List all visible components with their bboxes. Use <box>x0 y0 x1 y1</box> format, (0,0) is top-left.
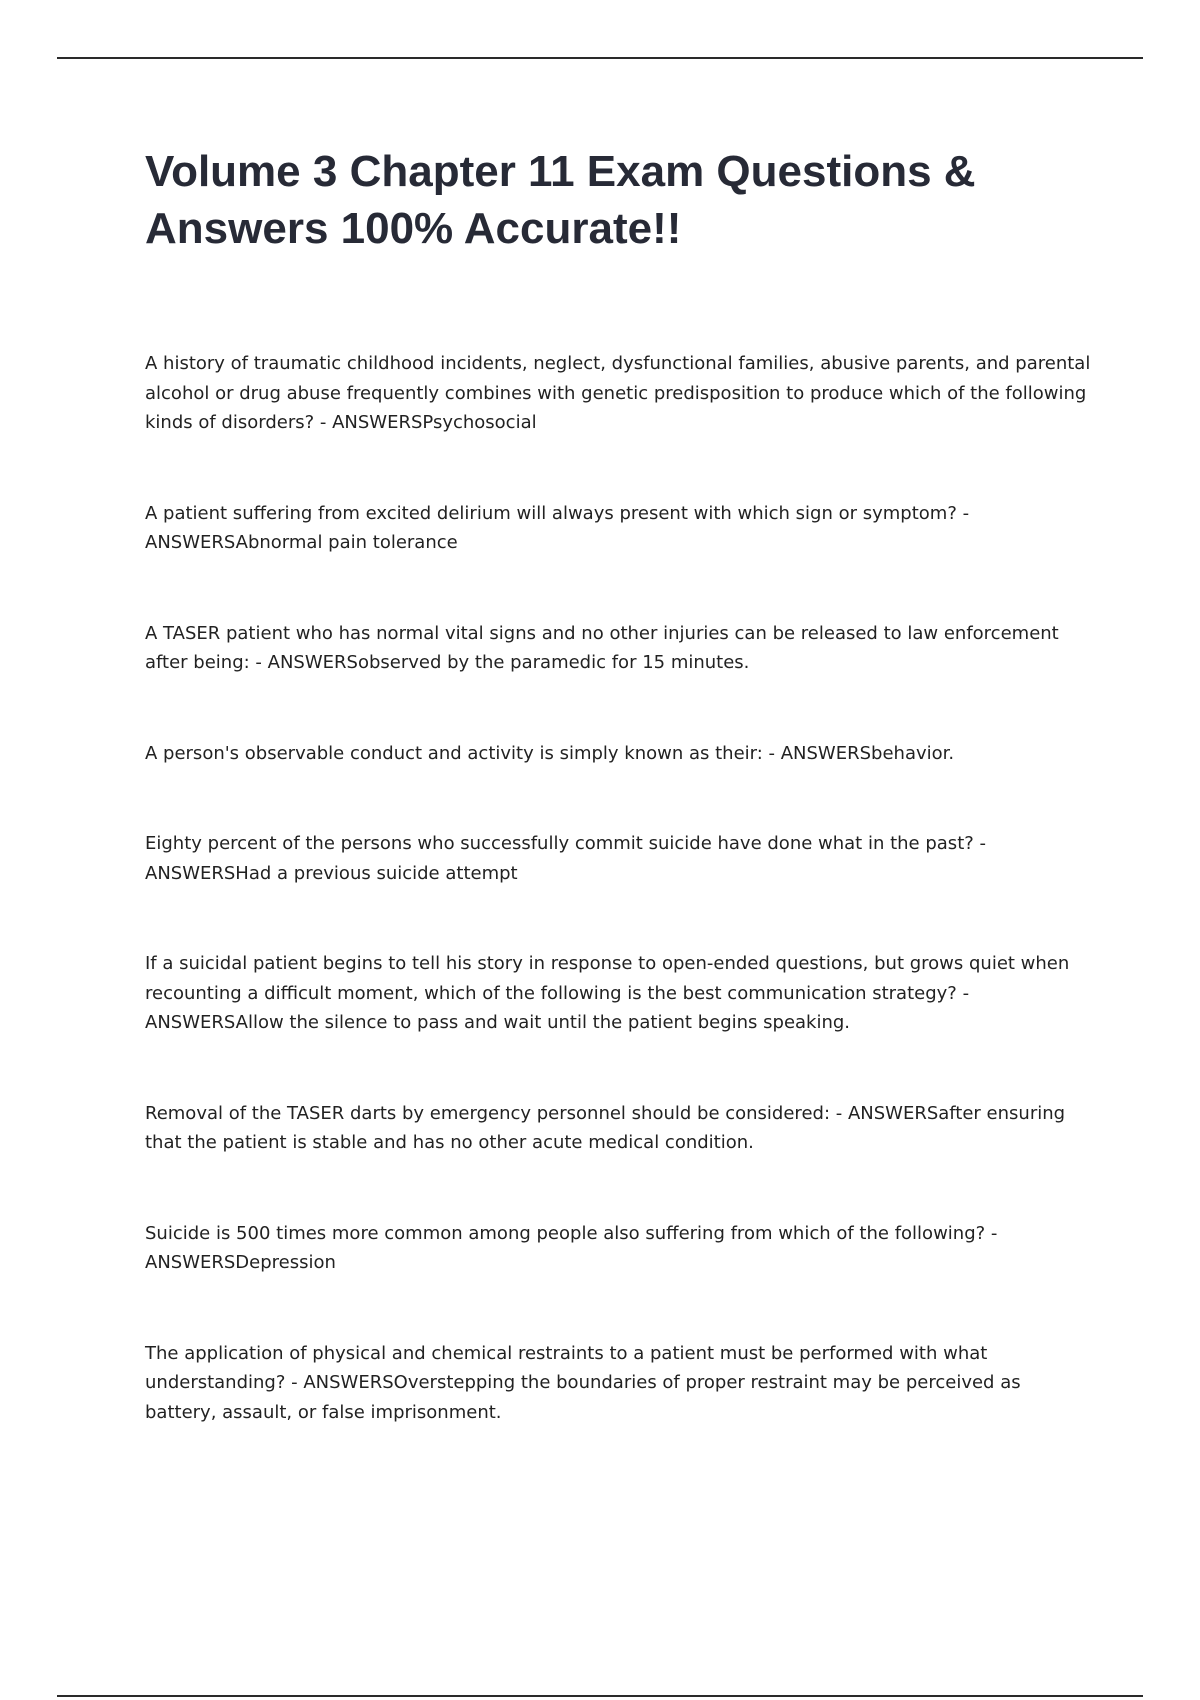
document-title: Volume 3 Chapter 11 Exam Questions & Answers 100% Accurate!! <box>145 147 976 253</box>
qa-item: Removal of the TASER darts by emergency personnel should be considered: - ANSWERSafter ensuring that the patient is stable and has no other acute medical condition. <box>145 1102 1066 1153</box>
document-body <box>145 143 1095 1427</box>
qa-item: The application of physical and chemical restraints to a patient must be performed with what understanding? - ANSWERSOverstepping the boundaries of proper restraint may be perceived as battery, assault, or false imprisonment. <box>145 1342 1021 1423</box>
qa-item: A TASER patient who has normal vital signs and no other injuries can be released to law enforcement after being: - ANSWERSobserved by the paramedic for 15 minutes. <box>145 622 1059 673</box>
qa-item: A person's observable conduct and activity is simply known as their: - ANSWERSbehavior. <box>145 742 955 764</box>
page-bottom-rule <box>57 1695 1143 1697</box>
page-top-rule <box>57 57 1143 59</box>
qa-item: If a suicidal patient begins to tell his story in response to open-ended questions, but grows quiet when recounting a difficult moment, which of the following is the best communication strategy? - ANSWERSAllow the silence to pass and wait until the patient begins speaking. <box>145 953 1070 1033</box>
qa-item: Suicide is 500 times more common among people also suffering from which of the following? - ANSWERSDepression <box>145 1222 998 1273</box>
qa-item: Eighty percent of the persons who successfully commit suicide have done what in the past? - ANSWERSHad a previous suicide attempt <box>145 833 987 884</box>
qa-list <box>145 349 1095 1427</box>
qa-item: A patient suffering from excited delirium will always present with which sign or symptom? - ANSWERSAbnormal pain tolerance <box>145 502 970 553</box>
qa-item: A history of traumatic childhood incidents, neglect, dysfunctional families, abusive parents, and parental alcohol or drug abuse frequently combines with genetic predisposition to produce which of the following kinds of disorders? - ANSWERSPsychosocial <box>145 353 1091 433</box>
